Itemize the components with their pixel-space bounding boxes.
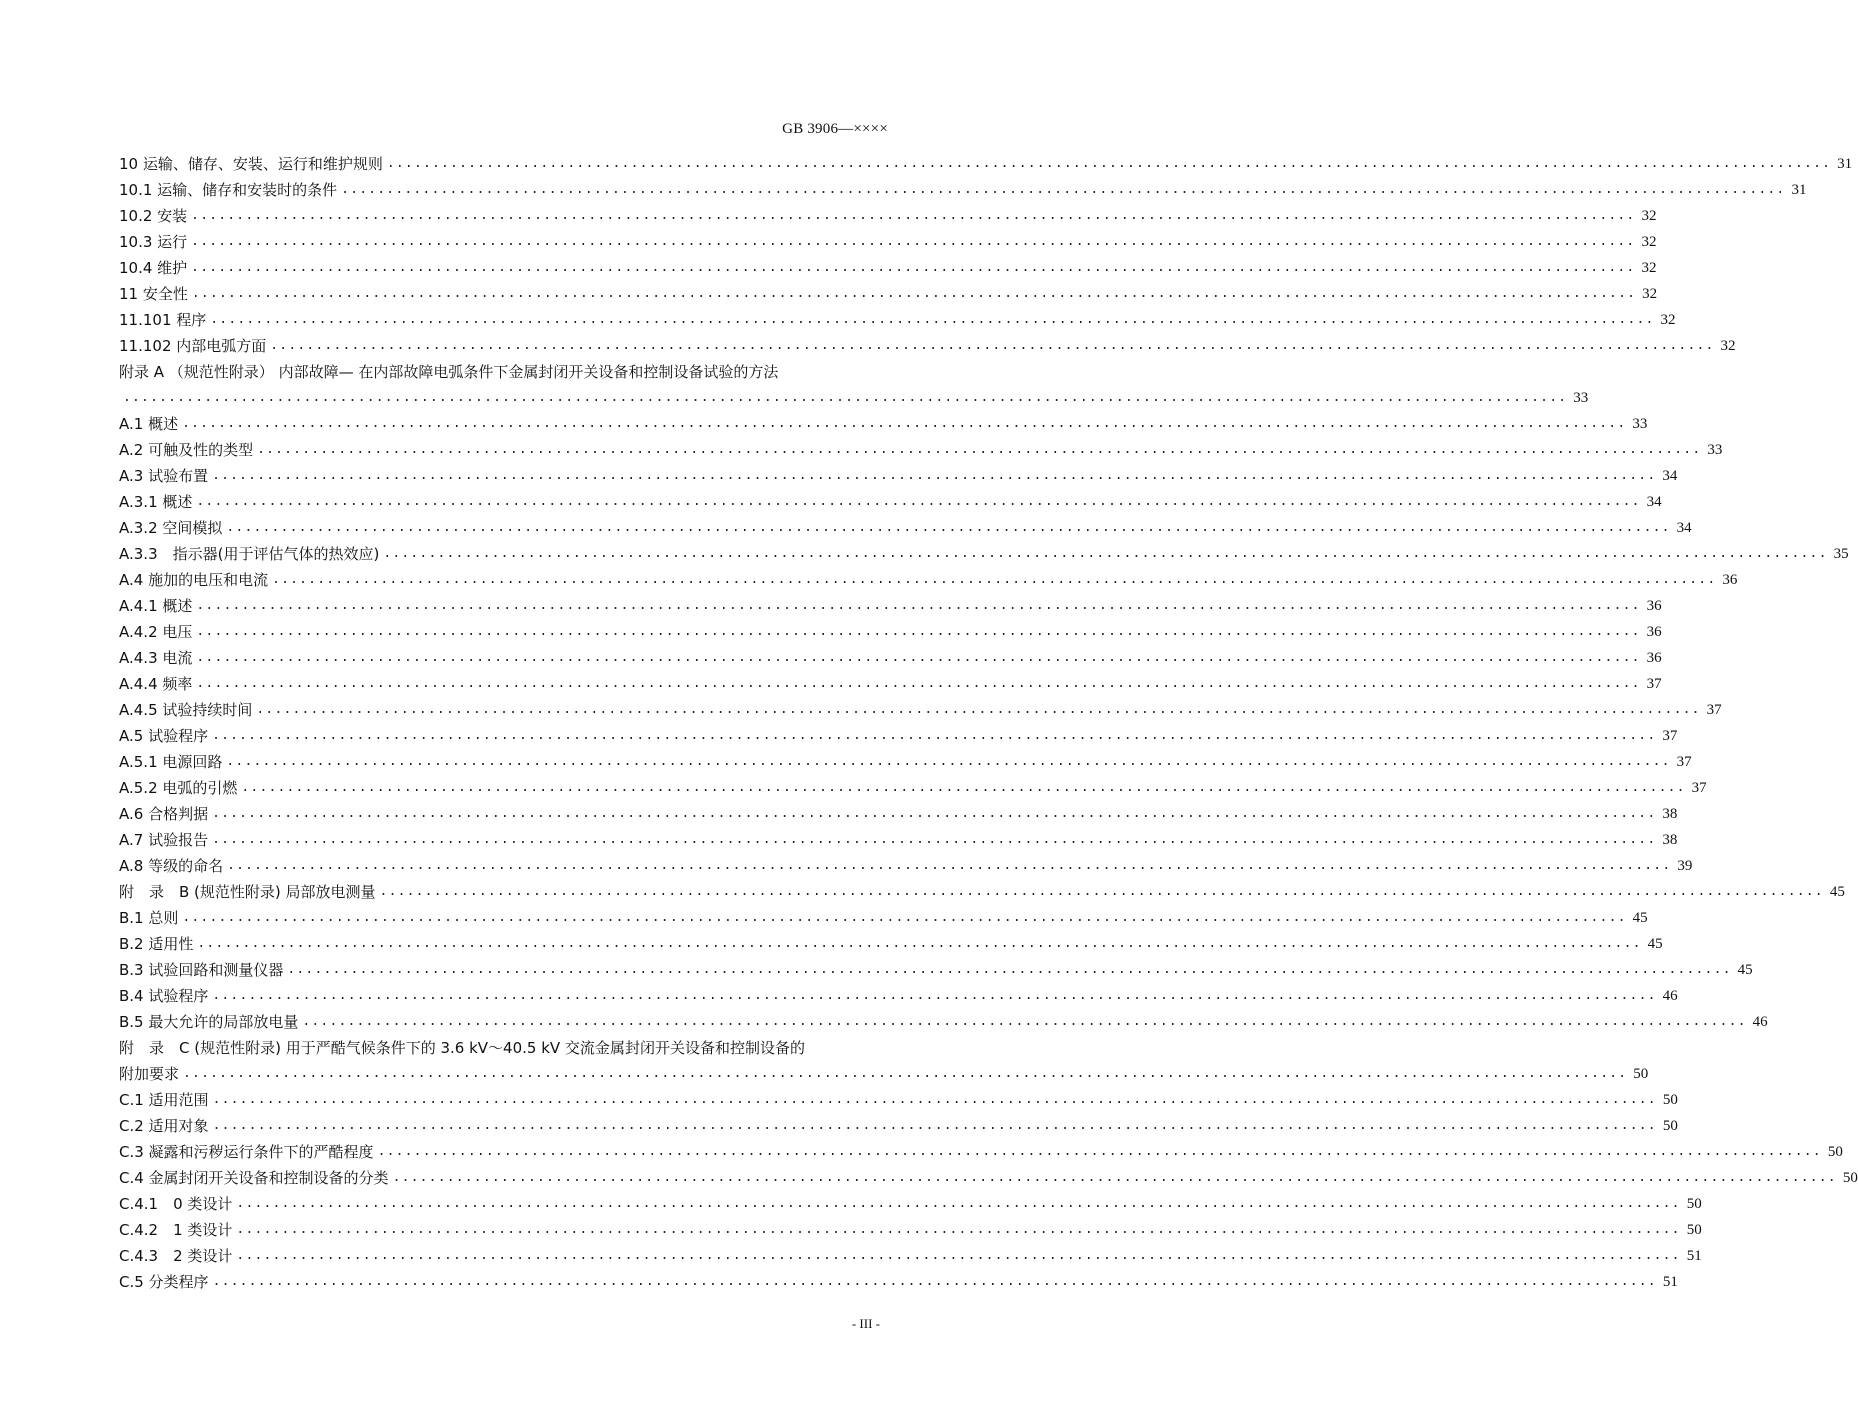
toc-entry-page: 50 bbox=[1662, 1092, 1678, 1108]
toc-entry-page: 46 bbox=[1752, 1014, 1768, 1030]
toc-entry-title: A.4.1 概述 bbox=[119, 597, 193, 615]
toc-entry-page: 38 bbox=[1662, 806, 1678, 822]
toc-entry-page: 33 bbox=[1707, 442, 1723, 458]
toc-dot-leader: ................................................................................................................................................................ bbox=[341, 182, 1786, 197]
toc-entry-page: 32 bbox=[1642, 286, 1658, 302]
toc-entry-page: 32 bbox=[1720, 338, 1736, 354]
toc-dot-leader: ................................................................................................................................................................ bbox=[392, 1170, 1837, 1185]
toc-entry-title: C.5 分类程序 bbox=[119, 1273, 209, 1291]
toc-entry[interactable] bbox=[119, 1139, 1843, 1165]
toc-entry-title: A.7 试验报告 bbox=[119, 831, 209, 849]
toc-dot-leader: ................................................................................................................................................................ bbox=[270, 338, 1715, 353]
toc-entry[interactable] bbox=[119, 775, 1707, 801]
toc-entry-page: 31 bbox=[1791, 182, 1807, 198]
toc-entry-page: 37 bbox=[1676, 754, 1692, 770]
toc-entry-page: 33 bbox=[1573, 390, 1589, 406]
toc-entry[interactable] bbox=[119, 931, 1663, 957]
toc-dot-leader: ................................................................................................................................................................ bbox=[383, 546, 1828, 561]
toc-entry-title: A.3.3 指示器(用于评估气体的热效应) bbox=[119, 545, 380, 563]
toc-dot-leader: ................................................................................................................................................................ bbox=[196, 598, 1641, 613]
toc-entry-title: 11 安全性 bbox=[119, 285, 188, 303]
toc-entry[interactable] bbox=[119, 489, 1662, 515]
toc-dot-leader: ................................................................................................................................................................ bbox=[236, 1222, 1681, 1237]
toc-entry[interactable] bbox=[119, 1243, 1702, 1269]
toc-entry-title: B.3 试验回路和测量仪器 bbox=[119, 961, 284, 979]
toc-entry-title: B.4 试验程序 bbox=[119, 987, 209, 1005]
toc-entry-title: C.4.2 1 类设计 bbox=[119, 1221, 233, 1239]
toc-entry-title: 11.102 内部电弧方面 bbox=[119, 337, 267, 355]
toc-entry-page: 37 bbox=[1662, 728, 1678, 744]
toc-dot-leader: ................................................................................................................................................................ bbox=[212, 728, 1657, 743]
toc-dot-leader: ................................................................................................................................................................ bbox=[212, 1118, 1657, 1133]
toc-entry-page: 37 bbox=[1646, 676, 1662, 692]
toc-entry[interactable] bbox=[119, 151, 1853, 177]
toc-entry-title: A.1 概述 bbox=[119, 415, 179, 433]
toc-entry-page: 45 bbox=[1632, 910, 1648, 926]
toc-entry[interactable] bbox=[119, 411, 1648, 437]
toc-entry-page: 36 bbox=[1646, 650, 1662, 666]
toc-entry-title: A.5.2 电弧的引燃 bbox=[119, 779, 238, 797]
toc-entry-title: A.4.5 试验持续时间 bbox=[119, 701, 253, 719]
toc-dot-leader: ................................................................................................................................................................ bbox=[256, 702, 1701, 717]
toc-entry[interactable] bbox=[119, 437, 1723, 463]
toc-dot-leader: ................................................................................................................................................................ bbox=[212, 1274, 1657, 1289]
toc-dot-leader: ................................................................................................................................................................ bbox=[196, 676, 1641, 691]
toc-entry-title: A.2 可触及性的类型 bbox=[119, 441, 254, 459]
toc-entry-page: 34 bbox=[1662, 468, 1678, 484]
toc-entry[interactable] bbox=[119, 879, 1845, 905]
toc-entry-title: C.4.1 0 类设计 bbox=[119, 1195, 233, 1213]
toc-entry-title: 附 录 B (规范性附录) 局部放电测量 bbox=[119, 883, 376, 901]
toc-dot-leader: ................................................................................................................................................................ bbox=[236, 1248, 1681, 1263]
toc-dot-leader: ................................................................................................................................................................ bbox=[196, 494, 1641, 509]
toc-entry[interactable] bbox=[119, 671, 1662, 697]
toc-dot-leader: ................................................................................................................................................................ bbox=[212, 832, 1657, 847]
toc-entry-title: C.1 适用范围 bbox=[119, 1091, 209, 1109]
toc-entry[interactable] bbox=[119, 541, 1849, 567]
toc-entry[interactable] bbox=[119, 853, 1693, 879]
toc-entry-page: 50 bbox=[1686, 1196, 1702, 1212]
toc-entry[interactable] bbox=[119, 463, 1678, 489]
toc-entry-title: A.6 合格判据 bbox=[119, 805, 209, 823]
toc-entry-title: C.3 凝露和污秽运行条件下的严酷程度 bbox=[119, 1143, 374, 1161]
toc-entry-title: A.8 等级的命名 bbox=[119, 857, 224, 875]
toc-entry-page: 32 bbox=[1641, 260, 1657, 276]
toc-entry[interactable] bbox=[119, 203, 1657, 229]
toc-entry-title: A.3.2 空间模拟 bbox=[119, 519, 223, 537]
toc-entry-page: 36 bbox=[1722, 572, 1738, 588]
toc-entry-title: A.4 施加的电压和电流 bbox=[119, 571, 269, 589]
toc-entry-title: A.5 试验程序 bbox=[119, 727, 209, 745]
toc-entry-page: 35 bbox=[1833, 546, 1849, 562]
toc-dot-leader: ................................................................................................................................................................ bbox=[182, 416, 1627, 431]
toc-dot-leader: ................................................................................................................................................................ bbox=[272, 572, 1717, 587]
toc-entry-page: 37 bbox=[1691, 780, 1707, 796]
toc-dot-leader: ................................................................................................................................................................ bbox=[227, 858, 1672, 873]
toc-entry-title: 11.101 程序 bbox=[119, 311, 207, 329]
toc-entry-page: 36 bbox=[1646, 624, 1662, 640]
toc-dot-leader: ................................................................................................................................................................ bbox=[191, 208, 1636, 223]
toc-dot-leader: ................................................................................................................................................................ bbox=[212, 468, 1657, 483]
toc-entry[interactable] bbox=[119, 801, 1678, 827]
toc-entry-title: A.5.1 电源回路 bbox=[119, 753, 223, 771]
toc-entry-title: B.5 最大允许的局部放电量 bbox=[119, 1013, 299, 1031]
toc-entry-title: 附录 A （规范性附录） 内部故障— 在内部故障电弧条件下金属封闭开关设备和控制设备试验的方法 bbox=[119, 363, 779, 381]
toc-entry-page: 45 bbox=[1829, 884, 1845, 900]
toc-entry[interactable] bbox=[119, 697, 1722, 723]
toc-dot-leader: ................................................................................................................................................................ bbox=[197, 936, 1642, 951]
toc-entry-title: 附 录 C (规范性附录) 用于严酷气候条件下的 3.6 kV～40.5 kV 交流金属封闭开关设备和控制设备的 bbox=[119, 1039, 805, 1057]
toc-entry-title: 10.1 运输、储存和安装时的条件 bbox=[119, 181, 338, 199]
toc-dot-leader: ................................................................................................................................................................ bbox=[191, 234, 1636, 249]
toc-dot-leader: ................................................................................................................................................................ bbox=[379, 884, 1824, 899]
toc-entry[interactable] bbox=[119, 255, 1657, 281]
toc-entry-title: 10.3 运行 bbox=[119, 233, 188, 251]
toc-entry[interactable] bbox=[119, 333, 1736, 359]
toc-entry-page: 32 bbox=[1641, 234, 1657, 250]
toc-entry[interactable] bbox=[119, 229, 1657, 255]
toc-entry-page: 50 bbox=[1633, 1066, 1649, 1082]
toc-entry-title: C.4 金属封闭开关设备和控制设备的分类 bbox=[119, 1169, 389, 1187]
toc-entry-page: 45 bbox=[1737, 962, 1753, 978]
toc-dot-leader: ................................................................................................................................................................ bbox=[377, 1144, 1822, 1159]
toc-entry[interactable] bbox=[119, 177, 1807, 203]
toc-entry[interactable] bbox=[119, 1269, 1678, 1295]
toc-entry[interactable] bbox=[119, 515, 1692, 541]
toc-entry-page: 51 bbox=[1662, 1274, 1678, 1290]
toc-entry-page: 50 bbox=[1842, 1170, 1858, 1186]
toc-dot-leader: ................................................................................................................................................................ bbox=[210, 312, 1655, 327]
toc-dot-leader: ................................................................................................................................................................ bbox=[196, 624, 1641, 639]
toc-dot-leader: ................................................................................................................................................................ bbox=[191, 286, 1637, 301]
toc-entry[interactable] bbox=[119, 1165, 1858, 1191]
toc-dot-leader: ................................................................................................................................................................ bbox=[226, 754, 1671, 769]
toc-entry-page: 32 bbox=[1660, 312, 1676, 328]
toc-entry[interactable] bbox=[119, 983, 1678, 1009]
toc-entry-page: 46 bbox=[1662, 988, 1678, 1004]
toc-entry[interactable] bbox=[119, 1087, 1678, 1113]
table-of-contents bbox=[119, 151, 1858, 1295]
toc-entry-title: C.4.3 2 类设计 bbox=[119, 1247, 233, 1265]
toc-dot-leader: ................................................................................................................................................................ bbox=[212, 806, 1657, 821]
toc-entry[interactable] bbox=[119, 593, 1662, 619]
toc-dot-leader: ................................................................................................................................................................ bbox=[212, 988, 1657, 1003]
toc-entry[interactable] bbox=[119, 749, 1692, 775]
toc-entry[interactable] bbox=[119, 1191, 1702, 1217]
toc-entry[interactable] bbox=[119, 307, 1676, 333]
toc-dot-leader: ................................................................................................................................................................ bbox=[236, 1196, 1681, 1211]
toc-entry[interactable] bbox=[119, 359, 897, 385]
toc-entry-page: 50 bbox=[1662, 1118, 1678, 1134]
toc-entry-page: 37 bbox=[1706, 702, 1722, 718]
toc-dot-leader: ................................................................................................................................................................ bbox=[123, 390, 1568, 405]
toc-dot-leader: ................................................................................................................................................................ bbox=[226, 520, 1671, 535]
toc-entry-page: 45 bbox=[1647, 936, 1663, 952]
page-number: - III - bbox=[851, 1316, 880, 1331]
toc-entry[interactable] bbox=[119, 723, 1678, 749]
toc-entry-title: B.1 总则 bbox=[119, 909, 179, 927]
toc-entry[interactable] bbox=[119, 1217, 1702, 1243]
toc-entry[interactable] bbox=[119, 619, 1662, 645]
toc-entry[interactable] bbox=[119, 957, 1753, 983]
toc-entry-title: A.4.2 电压 bbox=[119, 623, 193, 641]
toc-entry-page: 39 bbox=[1677, 858, 1693, 874]
toc-dot-leader: ................................................................................................................................................................ bbox=[287, 962, 1732, 977]
toc-dot-leader: ................................................................................................................................................................ bbox=[191, 260, 1636, 275]
toc-entry-title: C.2 适用对象 bbox=[119, 1117, 209, 1135]
toc-entry-page: 34 bbox=[1646, 494, 1662, 510]
toc-entry-page: 51 bbox=[1686, 1248, 1702, 1264]
toc-entry[interactable] bbox=[119, 385, 1589, 411]
toc-dot-leader: ................................................................................................................................................................ bbox=[182, 910, 1627, 925]
toc-entry[interactable] bbox=[119, 827, 1678, 853]
toc-entry-title: A.3 试验布置 bbox=[119, 467, 209, 485]
document-id-header: GB 3906—×××× bbox=[782, 121, 888, 137]
toc-dot-leader: ................................................................................................................................................................ bbox=[386, 156, 1832, 171]
toc-dot-leader: ................................................................................................................................................................ bbox=[212, 1092, 1657, 1107]
toc-entry[interactable] bbox=[119, 645, 1662, 671]
toc-entry[interactable] bbox=[119, 1009, 1768, 1035]
toc-entry-title: A.4.3 电流 bbox=[119, 649, 193, 667]
toc-entry-title: 附加要求 bbox=[119, 1065, 180, 1083]
toc-entry-page: 36 bbox=[1646, 598, 1662, 614]
toc-entry-page: 34 bbox=[1676, 520, 1692, 536]
toc-entry-page: 38 bbox=[1662, 832, 1678, 848]
toc-entry-title: A.4.4 频率 bbox=[119, 675, 193, 693]
toc-entry[interactable] bbox=[119, 281, 1658, 307]
toc-entry-title: 10.4 维护 bbox=[119, 259, 188, 277]
toc-entry[interactable] bbox=[119, 905, 1648, 931]
toc-entry-title: 10.2 安装 bbox=[119, 207, 188, 225]
toc-entry-page: 50 bbox=[1827, 1144, 1843, 1160]
toc-entry[interactable] bbox=[119, 1061, 1649, 1087]
toc-dot-leader: ................................................................................................................................................................ bbox=[302, 1014, 1747, 1029]
toc-entry-title: 10 运输、储存、安装、运行和维护规则 bbox=[119, 155, 383, 173]
toc-dot-leader: ................................................................................................................................................................ bbox=[241, 780, 1686, 795]
toc-dot-leader: ................................................................................................................................................................ bbox=[196, 650, 1641, 665]
toc-entry-page: 33 bbox=[1632, 416, 1648, 432]
toc-entry-title: B.2 适用性 bbox=[119, 935, 194, 953]
toc-dot-leader: ................................................................................................................................................................ bbox=[257, 442, 1702, 457]
toc-entry[interactable] bbox=[119, 1035, 897, 1061]
toc-entry-page: 32 bbox=[1641, 208, 1657, 224]
toc-entry-page: 50 bbox=[1686, 1222, 1702, 1238]
toc-entry-page: 31 bbox=[1837, 156, 1853, 172]
toc-dot-leader: ................................................................................................................................................................ bbox=[183, 1066, 1628, 1081]
toc-entry[interactable] bbox=[119, 567, 1738, 593]
toc-entry-title: A.3.1 概述 bbox=[119, 493, 193, 511]
toc-entry[interactable] bbox=[119, 1113, 1678, 1139]
